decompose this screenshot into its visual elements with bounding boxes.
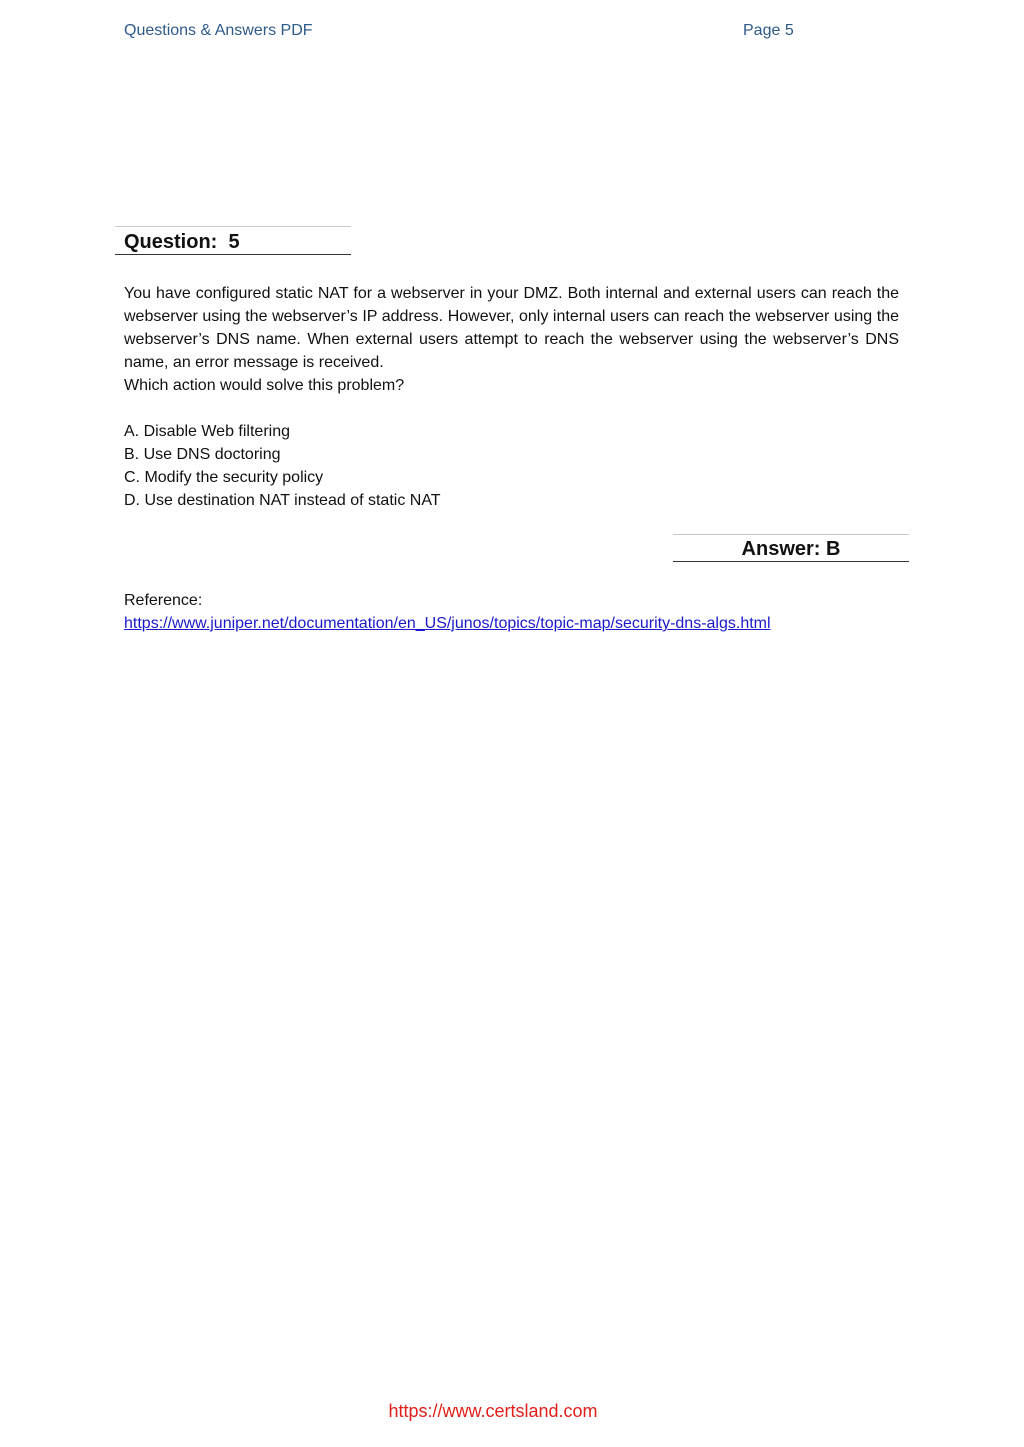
footer-url[interactable]: https://www.certsland.com: [388, 1401, 598, 1421]
question-rule-top: [115, 226, 351, 227]
option-d: D. Use destination NAT instead of static NAT: [124, 492, 441, 509]
question-title: Question: 5: [124, 231, 240, 253]
page-number: Page 5: [743, 22, 794, 39]
reference-link[interactable]: https://www.juniper.net/documentation/en_US/junos/topics/topic-map/security-dns-algs.html: [124, 615, 771, 632]
header-title: Questions & Answers PDF: [124, 22, 313, 39]
reference-label: Reference:: [124, 592, 203, 609]
answer-rule-top: [673, 534, 909, 535]
answer-options: [124, 420, 441, 512]
question-prompt: Which action would solve this problem?: [124, 377, 405, 394]
question-rule-bottom: [115, 254, 351, 255]
question-text: You have configured static NAT for a webserver in your DMZ. Both internal and external users can reach the webserver using the webserver’s IP address. However, only internal users can reach the webserver using the webserver’s DNS name. When external users attempt to reach the webserver using the webserver’s DNS name, an error message is received.: [124, 285, 899, 371]
answer-rule-bottom: [673, 561, 909, 562]
answer-label: Answer: B: [741, 538, 841, 560]
option-a: A. Disable Web filtering: [124, 423, 290, 440]
option-c: C. Modify the security policy: [124, 469, 324, 486]
option-b: B. Use DNS doctoring: [124, 446, 281, 463]
question-body: [124, 282, 899, 374]
